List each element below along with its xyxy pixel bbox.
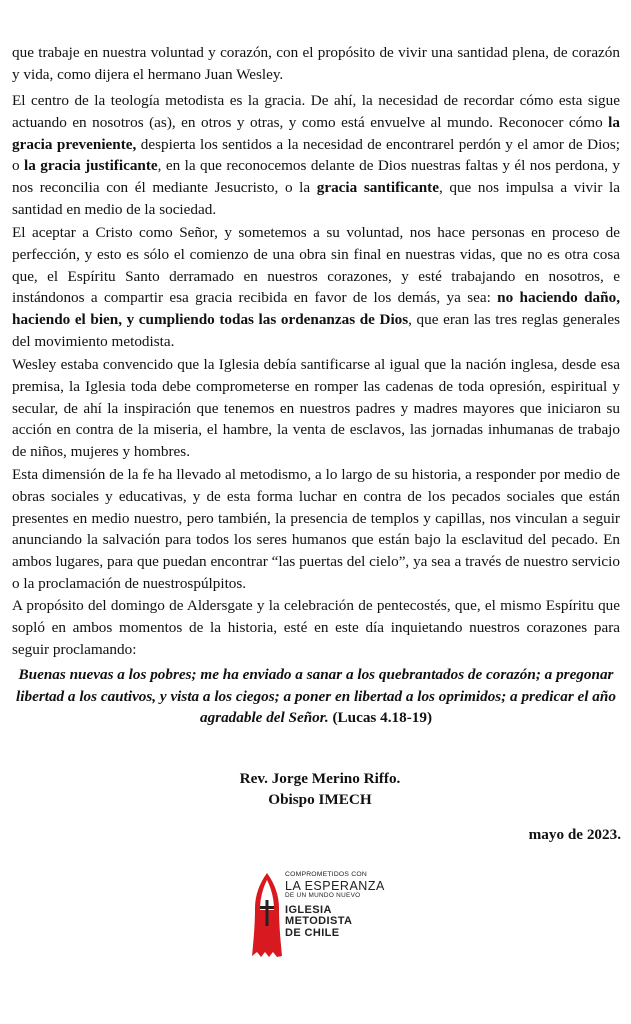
logo-text — [285, 872, 390, 939]
quote-text: Buenas nuevas a los pobres; me ha enviado a sanar a los quebrantados de corazón; a pregonar libertad a los cautivos, y vista a los ciegos; a poner en libertad a los oprimidos; a predicar el año agradable del Señor. — [16, 666, 616, 726]
logo-line-3: DE UN MUNDO NUEVO — [285, 892, 361, 900]
paragraph-2 — [12, 90, 620, 221]
flame-cross-icon — [250, 870, 284, 960]
bold-phrase: la gracia justificante — [24, 157, 158, 175]
paragraph-6: A propósito del domingo de Aldersgate y la celebración de pentecostés, que, el mismo Espíritu que sopló en ambos momentos de la historia, esté en este día inquietando nuestros corazones para seguir proclamando: — [12, 597, 620, 658]
logo-line-4: IGLESIA METODISTA — [285, 903, 353, 927]
logo-line-5: DE CHILE — [285, 926, 340, 939]
text-run: El aceptar a Cristo como Señor, y sometemos a su voluntad, nos hace personas en proceso de perfección, y esto es sólo el comienzo de una obra sin final en nuestras vidas, que no es otra cosa que, el Espíritu Santo derramado en nuestros corazones, y esté trabajando en nosotros, e instándonos a compartir esa gracia recibida en favor de los demás, ya sea: — [12, 224, 620, 307]
logo-line-2: LA ESPERANZA — [285, 878, 385, 893]
scripture-quote — [16, 664, 616, 729]
text-run: despierta los sentidos a la necesidad de encontrarel perdón y el amor de Dios; o — [12, 135, 621, 175]
text-run: , que nos impulsa a vivir la santidad en medio de la sociedad. — [12, 179, 620, 218]
document-date: mayo de 2023. — [528, 826, 621, 843]
bold-phrase: no haciendo daño, haciendo el bien, y cumpliendo todas las ordenanzas de Dios — [12, 289, 620, 329]
paragraph-5: Esta dimensión de la fe ha llevado al metodismo, a lo largo de su historia, a responder por medio de obras sociales y educativas, y de esta forma luchar en contra de los pecados sociales que están presentes en medio nuestro, pero también, la presencia de templos y capillas, nos vinculan a seguir anunciando la salvación para todos los seres humanos que están bajo la esclavitud del pecado. En ambos lugares, para que puedan encontrar “las puertas del cielo”, ya sea a través de nuestro servicio o la proclamación de nuestrospúlpitos. — [12, 466, 620, 592]
text-run: El centro de la teología metodista es la gracia. De ahí, la necesidad de recordar cómo esta sigue actuando en nosotros (as), en otros y otras, y como está envuelve al mundo. Reconocer cómo — [12, 92, 620, 131]
paragraph-4: Wesley estaba convencido que la Iglesia debía santificarse al igual que la nación inglesa, desde esa premisa, la Iglesia toda debe comprometerse en romper las cadenas de toda opresión, espiritual y secular, de ahí la inspiración que tenemos en nuestros padres y madres mayores que iniciaron su acción en contra de la miseria, el hambre, la venta de esclavos, las jornadas inhumanas de trabajo de niños, mujeres y hombres. — [12, 356, 620, 461]
church-logo — [250, 870, 390, 960]
signature-title: Obispo IMECH — [268, 791, 372, 808]
signature-block — [200, 768, 440, 810]
logo-line-1: COMPROMETIDOS CON — [285, 871, 367, 878]
signature-name: Rev. Jorge Merino Riffo. — [239, 770, 401, 787]
cross-horizontal — [260, 906, 274, 909]
bold-phrase: la gracia preveniente, — [12, 113, 620, 153]
text-run: , en la que reconocemos delante de Dios nuestras faltas y él nos perdona, y nos reconcilia con él mediante Jesucristo, o la — [12, 157, 620, 197]
bold-phrase: gracia santificante — [316, 179, 439, 197]
paragraph-3 — [12, 222, 620, 353]
text-run: , que eran las tres reglas generales del movimiento metodista. — [12, 311, 620, 350]
quote-reference: (Lucas 4.18-19) — [332, 709, 433, 726]
cross-vertical — [266, 900, 269, 926]
paragraph-1: que trabaje en nuestra voluntad y corazón, con el propósito de vivir una santidad plena, de corazón y vida, como dijera el hermano Juan Wesley. — [12, 44, 620, 83]
